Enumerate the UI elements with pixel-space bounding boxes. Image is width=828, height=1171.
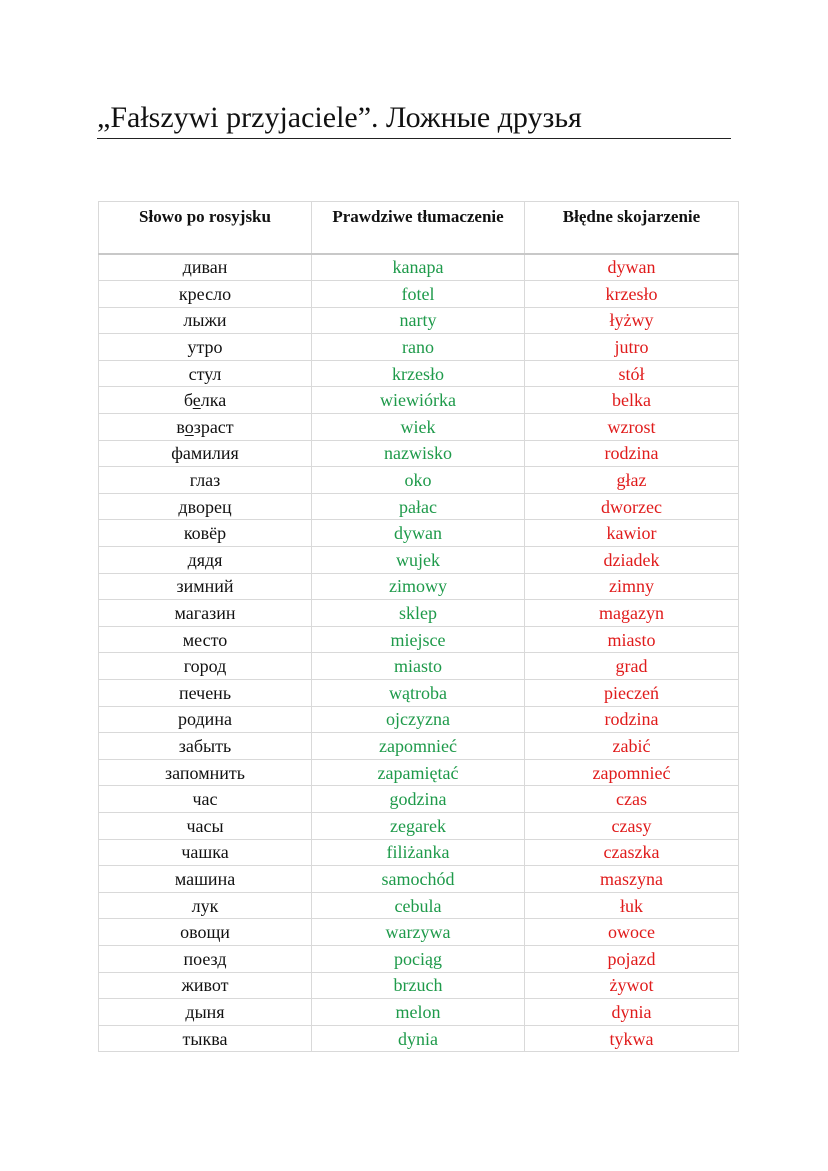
table-row [99,281,739,308]
table-row [99,759,739,786]
table-row [99,812,739,839]
false-association: miasto [525,626,739,653]
russian-word: утро [99,334,312,361]
table-row [99,653,739,680]
page-title: „Fałszywi przyjaciele”. Ложные друзья [97,98,731,139]
russian-word: поезд [99,945,312,972]
russian-word: стул [99,360,312,387]
true-translation: oko [312,467,525,494]
false-association: zimny [525,573,739,600]
table-row [99,1025,739,1052]
vocabulary-table [98,201,739,1052]
true-translation: wiewiórka [312,387,525,414]
true-translation: ojczyzna [312,706,525,733]
table-row [99,866,739,893]
russian-word: запомнить [99,759,312,786]
true-translation: krzesło [312,360,525,387]
true-translation: wątroba [312,680,525,707]
russian-word: забыть [99,733,312,760]
true-translation: dynia [312,1025,525,1052]
table-row [99,387,739,414]
russian-word: город [99,653,312,680]
false-association: belka [525,387,739,414]
false-association: pojazd [525,945,739,972]
russian-word: родина [99,706,312,733]
true-translation: melon [312,999,525,1026]
table-row [99,600,739,627]
false-association: krzesło [525,281,739,308]
true-translation: zapamiętać [312,759,525,786]
true-translation: sklep [312,600,525,627]
table-row [99,520,739,547]
false-association: dworzec [525,493,739,520]
russian-word: фамилия [99,440,312,467]
true-translation: zegarek [312,812,525,839]
true-translation: miejsce [312,626,525,653]
true-translation: filiżanka [312,839,525,866]
russian-word: место [99,626,312,653]
table-row [99,493,739,520]
false-association: łyżwy [525,307,739,334]
false-association: czaszka [525,839,739,866]
russian-word: овощи [99,919,312,946]
false-association: maszyna [525,866,739,893]
table-row [99,999,739,1026]
russian-word: тыква [99,1025,312,1052]
false-association: dynia [525,999,739,1026]
table-row [99,467,739,494]
russian-word-part: в [176,416,185,437]
false-association: magazyn [525,600,739,627]
table-row [99,360,739,387]
table-row [99,414,739,441]
stressed-letter: о [184,416,194,437]
true-translation: fotel [312,281,525,308]
true-translation: zapomnieć [312,733,525,760]
column-header-russian: Słowo po rosyjsku [99,202,312,254]
true-translation: wiek [312,414,525,441]
russian-word: живот [99,972,312,999]
russian-word [99,387,312,414]
russian-word: глаз [99,467,312,494]
table-row [99,945,739,972]
true-translation: dywan [312,520,525,547]
table-row [99,839,739,866]
russian-word: диван [99,254,312,281]
true-translation: zimowy [312,573,525,600]
russian-word: дядя [99,547,312,574]
table-row [99,254,739,281]
russian-word: ковёр [99,520,312,547]
russian-word [99,414,312,441]
russian-word-part: зраст [193,416,234,437]
russian-word-part: лка [200,390,227,411]
russian-word: лук [99,892,312,919]
true-translation: kanapa [312,254,525,281]
true-translation: cebula [312,892,525,919]
false-association: wzrost [525,414,739,441]
vocabulary-table-container [98,201,738,1052]
table-row [99,547,739,574]
russian-word: часы [99,812,312,839]
table-row [99,892,739,919]
false-association: grad [525,653,739,680]
true-translation: nazwisko [312,440,525,467]
true-translation: brzuch [312,972,525,999]
false-association: czasy [525,812,739,839]
false-association: zapomnieć [525,759,739,786]
true-translation: miasto [312,653,525,680]
true-translation: wujek [312,547,525,574]
false-association: dziadek [525,547,739,574]
false-association: rodzina [525,706,739,733]
column-header-true-translation: Prawdziwe tłumaczenie [312,202,525,254]
false-association: głaz [525,467,739,494]
stressed-letter: е [192,390,201,411]
table-row [99,919,739,946]
false-association: stół [525,360,739,387]
russian-word: магазин [99,600,312,627]
false-association: czas [525,786,739,813]
false-association: łuk [525,892,739,919]
table-row [99,706,739,733]
russian-word: дворец [99,493,312,520]
russian-word: лыжи [99,307,312,334]
russian-word: дыня [99,999,312,1026]
false-association: jutro [525,334,739,361]
false-association: pieczeń [525,680,739,707]
false-association: rodzina [525,440,739,467]
table-header-row [99,202,739,254]
table-row [99,440,739,467]
russian-word: кресло [99,281,312,308]
russian-word: машина [99,866,312,893]
russian-word: печень [99,680,312,707]
false-association: tykwa [525,1025,739,1052]
table-row [99,307,739,334]
false-association: zabić [525,733,739,760]
table-row [99,972,739,999]
russian-word: час [99,786,312,813]
true-translation: godzina [312,786,525,813]
column-header-false-association: Błędne skojarzenie [525,202,739,254]
table-row [99,626,739,653]
false-association: żywot [525,972,739,999]
true-translation: rano [312,334,525,361]
russian-word-part: б [183,390,193,411]
russian-word: чашка [99,839,312,866]
true-translation: pałac [312,493,525,520]
true-translation: pociąg [312,945,525,972]
table-row [99,786,739,813]
table-body [99,254,739,1052]
true-translation: warzywa [312,919,525,946]
table-row [99,680,739,707]
table-row [99,334,739,361]
false-association: kawior [525,520,739,547]
false-association: owoce [525,919,739,946]
russian-word: зимний [99,573,312,600]
true-translation: samochód [312,866,525,893]
table-row [99,733,739,760]
true-translation: narty [312,307,525,334]
table-row [99,573,739,600]
false-association: dywan [525,254,739,281]
